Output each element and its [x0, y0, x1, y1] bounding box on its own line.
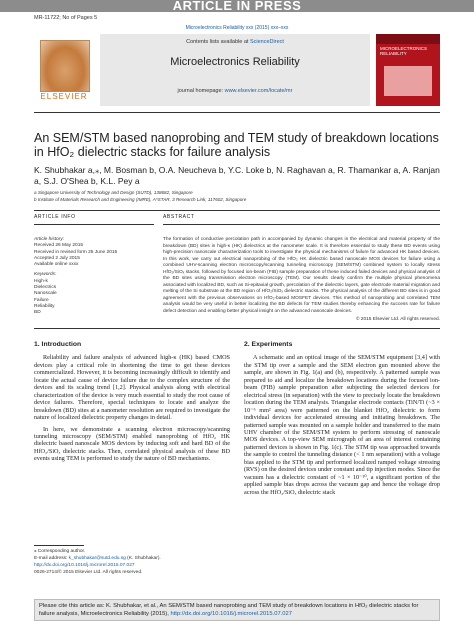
issn-line: 0026-2714/© 2015 Elsevier Ltd. All rights reserved. — [34, 570, 143, 575]
abstract-text: The formation of conductive percolation path in accompanied by dynamic changes in the electrical and material property of the breakdown (BD) sites in high-κ (HK) dielectrics at the nanometer scale. It is therefore essential to study these BD events using high-precision nanoscale characterization tools to investigate the physical mechanisms of failure for advanced HK based devices. In this work, we carry out electrical nanoprobing of the HfO₂ HK dielectric based nanoscale MOS devices for failure using a combined UHV-scanning electron microscopy/scanning tunneling microscopy (SEM/STM) combined system to locally stress HfO₂/SiOₓ stacks, followed by focused ion-beam (FIB) sample preparation of these induced failed devices and physical analysis of the BD sites using transmission electron microscopy (TEM). Our results clearly confirm the multiple physical phenomena associated with localized BD, such as Si-epitaxial growth, percolation of the dielectric layers, gate electrode material migration and melting of the Si substrate at the BD region of HfO₂/SiOₓ dielectric stacks. The physical analysis of the different BD sites is in good agreement with the previous observations on HfO₂-based MOSFET devices. This method of nanoprobing and correlated TEM analysis would be very useful in better localizing the BD defects for TEM studies thereby enhancing the success rate for failure defect detection and enabling better physical insight on the advanced nanoscale devices. — [163, 237, 440, 315]
tree-icon — [40, 40, 90, 92]
sciencedirect-link[interactable]: ScienceDirect — [249, 39, 284, 45]
homepage-prefix: journal homepage: — [177, 88, 224, 94]
cover-image — [384, 66, 432, 96]
journal-cover — [376, 34, 440, 106]
keyword: Reliability — [34, 303, 55, 309]
keywords-label: Keywords: — [34, 272, 57, 278]
cover-title: MICROELECTRONICS RELIABILITY — [380, 46, 428, 56]
elsevier-logo — [34, 34, 94, 106]
history-received: Received 26 May 2015 — [34, 243, 84, 249]
header-divider — [34, 112, 440, 113]
experiments-heading: 2. Experiments — [244, 341, 293, 348]
footnote-rule — [34, 545, 84, 546]
manuscript-number: MR-11722; No of Pages 5 — [34, 15, 98, 21]
keyword: Failure — [34, 297, 49, 303]
affiliation-a: a Singapore University of Technology and Design (SUTD), 138682, Singapore — [34, 190, 193, 195]
doi-link[interactable]: http://dx.doi.org/10.1016/j.microrel.2015.07.027 — [34, 563, 135, 568]
journal-reference: Microelectronics Reliability xxx (2015) xxx–xxx — [185, 25, 289, 31]
history-online: Available online xxxx — [34, 262, 79, 268]
journal-title: Microelectronics Reliability — [170, 56, 300, 68]
affiliations — [34, 189, 440, 203]
intro-paragraph: In here, we demonstrate a scanning electron microscopy/scanning tunneling microscopy (SEM/STM) enabled nanoprobing of HfO₂ HK dielectric based nanoscale MOS devices by inducing soft and hard BD of the HfO₂/SiOₓ dielectric stacks. Then, correlated physical analysis of these BD events using TEM is performed to study the nature of BD mechanisms. — [34, 425, 230, 463]
article-info — [34, 237, 154, 317]
email-suffix: (K. Shubhakar). — [127, 556, 161, 561]
info-divider-right — [163, 224, 440, 225]
email-line — [34, 555, 230, 562]
keyword: BD — [34, 310, 41, 316]
author-list: K. Shubhakar a,⁎, M. Bosman b, O.A. Neucheva b, Y.C. Loke b, N. Raghavan a, R. Thamankar a, A. Ranjan a, S.J. O'Shea b, K.L. Pey a — [34, 165, 440, 186]
column-left — [34, 341, 230, 463]
history-accepted: Accepted 2 July 2015 — [34, 255, 80, 261]
keyword: High-k — [34, 278, 48, 284]
abstract-copyright: © 2015 Elsevier Ltd. All rights reserved. — [355, 317, 440, 322]
contents-prefix: Contents lists available at — [186, 39, 249, 45]
citation-box — [34, 599, 440, 621]
info-divider-left — [34, 224, 154, 225]
abstract-divider — [34, 328, 440, 329]
journal-homepage — [100, 88, 370, 94]
homepage-link[interactable]: www.elsevier.com/locate/mr — [224, 88, 293, 94]
experiments-paragraph: A schematic and an optical image of the SEM/STM equipment [3,4] with the STM tip over a sample and the SEM electron gun mounted above the sample, are shown in Fig. 1(a) and (b), respectively. A patterned sample was prepared to aid and localize the breakdown locations during the focused ion-beam (FIB) sample preparation after subjecting the selected devices for electrical stress (in separation) with the view to precisely locate the breakdown location during the TEM analysis. Triangular electrode contacts (TiN/Ti (~3 × 10⁻⁶ mm² area) were patterned on the blanket HfO₂ dielectric to form individual devices for accelerated stressing and initiating breakdown. The patterned sample was mounted on a sample holder and transferred to the main UHV chamber of the SEM/STM system to perform stressing of nanoscale MOS devices. A top-view SEM micrograph of an area of interest containing patterned devices is shown in Fig. 1(c). The STM tip was approached towards the sample to control the tunneling distance (< 1 nm separation) with a voltage bias applied to the STM tip and performed localized ramped voltage stressing (RVS) on the desired devices under constant and tip injection modes. Since the vacuum has a dielectric constant of ~1 × 10⁻¹⁰, a significant portion of the applied sample bias drops across the vacuum gap and hence the voltage drop across the HfO₂/SiOₓ dielectric stack — [244, 354, 440, 496]
affiliation-b: b Institute of Materials Research and Engineering (IMRE), A*STAR, 3 Research Link, 117602, Singapore — [34, 197, 247, 202]
article-in-press-banner: ARTICLE IN PRESS — [0, 0, 474, 12]
history-label: Article history: — [34, 237, 65, 242]
cover-strip — [376, 34, 440, 44]
email-link[interactable]: k_shubhakar@sutd.edu.sg — [68, 556, 126, 561]
article-title: An SEM/STM based nanoprobing and TEM study of breakdown locations in HfO₂ dielectric stacks for failure analysis — [34, 131, 439, 159]
column-right — [244, 341, 440, 496]
journal-banner — [100, 34, 370, 106]
publisher-name: ELSEVIER — [40, 92, 88, 101]
article-info-heading: ARTICLE INFO — [34, 214, 76, 220]
history-revised: Received in revised form 25 June 2015 — [34, 249, 118, 255]
intro-paragraph: Reliability and failure analysis of advanced high-κ (HK) based CMOS devices play a critical role in shortening the time to get these devices commercialized. However, it is becoming increasingly difficult to identify and locate the actual cause of device failure due to the complex structure of the devices and its scaling trend [1,2]. Physical analysis along with electrical characterization of the device is very much essential to study the root cause of device failures. Therefore, special techniques to locate and analyze the breakdown (BD) sites at a nanometer resolution are required to investigate the nature of localized dielectric property changes in detail. — [34, 354, 230, 422]
corresponding-author: ⁎ Corresponding author. — [34, 549, 86, 554]
intro-heading: 1. Introduction — [34, 341, 82, 348]
citation-doi-link[interactable]: http://dx.doi.org/10.1016/j.microrel.2015.07.027 — [170, 611, 292, 617]
citation-text: Please cite this article as: K. Shubhakar, et al., An SEM/STM based nanoprobing and TEM study of breakdown locations in HfO₂ dielectric stacks for failure analysis, Microelectronics Reliability (2015), — [39, 603, 419, 617]
contents-line — [100, 39, 370, 45]
info-divider-top — [34, 210, 440, 211]
abstract-heading: ABSTRACT — [163, 214, 195, 220]
keyword: Nanoscale — [34, 291, 57, 297]
keyword: Dielectrics — [34, 285, 57, 291]
email-prefix: E-mail address: — [34, 556, 68, 561]
footnote — [34, 548, 230, 576]
journal-header — [34, 34, 440, 106]
